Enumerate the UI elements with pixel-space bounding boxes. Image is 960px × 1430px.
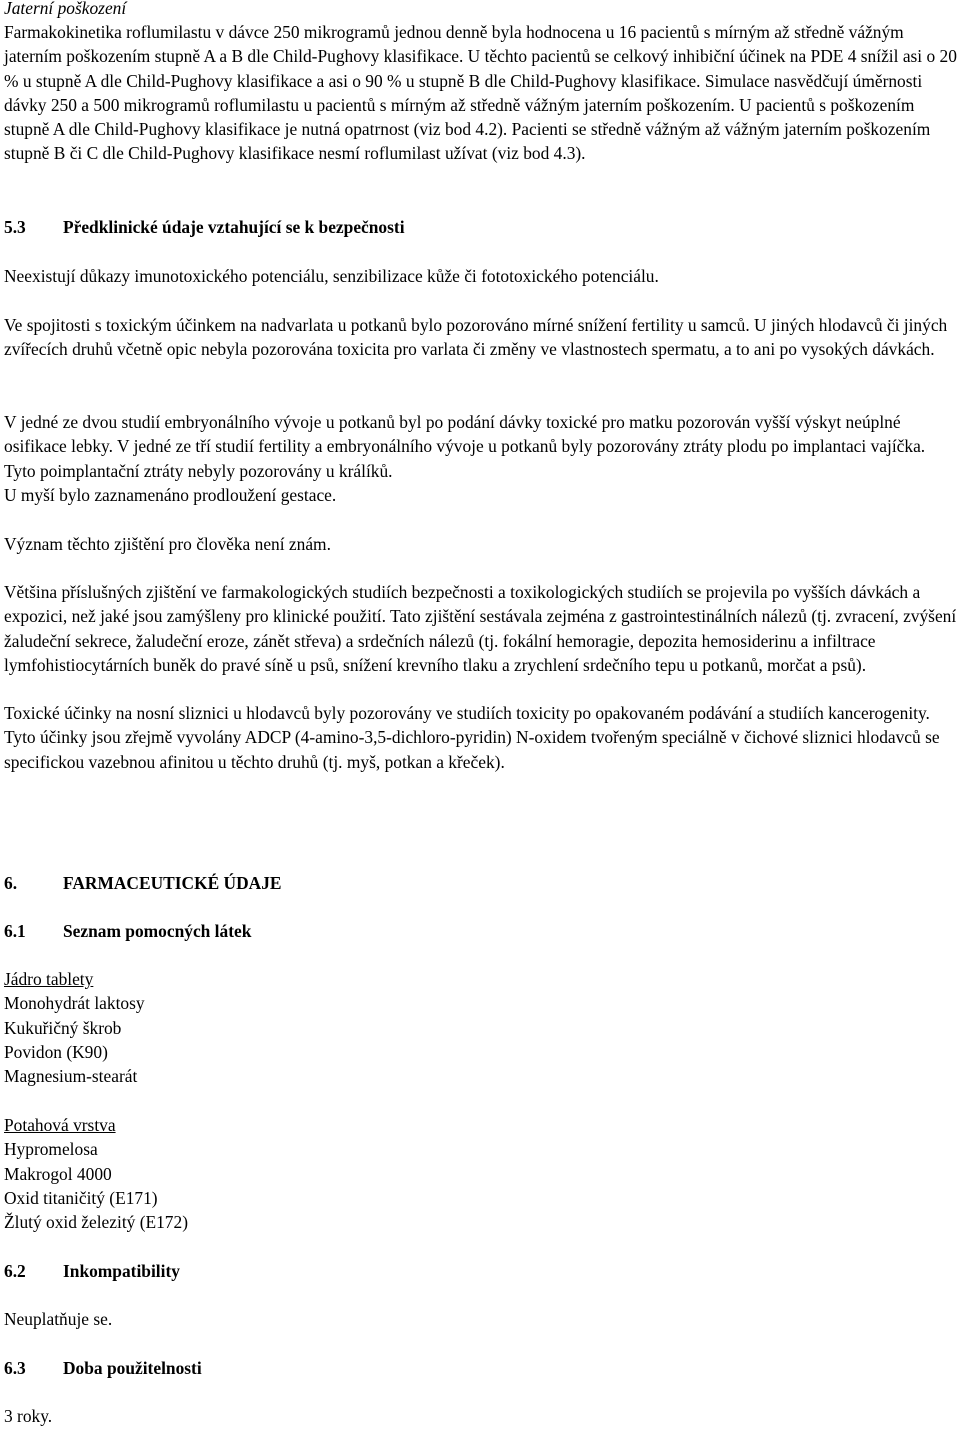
excipient-item: Povidon (K90) bbox=[4, 1041, 108, 1062]
section-5-3-heading bbox=[4, 215, 405, 239]
tablet-core-heading: Jádro tablety bbox=[4, 969, 94, 989]
section-number: 6. bbox=[4, 873, 18, 893]
section-number: 6.3 bbox=[4, 1358, 26, 1378]
s53-paragraph-1: Neexistují důkazy imunotoxického potenciálu, senzibilizace kůže či fototoxického potenciálu. bbox=[4, 266, 659, 286]
s53-paragraph-3b: U myší bylo zaznamenáno prodloužení gestace. bbox=[4, 485, 337, 505]
excipient-item: Kukuřičný škrob bbox=[4, 1017, 122, 1038]
hepatic-heading: Jaterní poškození bbox=[4, 0, 127, 18]
s53-paragraph-2: Ve spojitosti s toxickým účinkem na nadvarlata u potkanů bylo pozorováno mírné snížení fertility u samců. U jiných hlodavců či jiných zvířecích druhů včetně opic nebyla pozorována toxicita pro varlata či změny ve vlastnostech spermatu, a to ani po vysokých dávkách. bbox=[4, 315, 948, 360]
section-6-1-heading bbox=[4, 919, 251, 943]
film-coating-heading: Potahová vrstva bbox=[4, 1115, 116, 1135]
excipient-item: Žlutý oxid železitý (E172) bbox=[4, 1212, 188, 1233]
tablet-core-list bbox=[4, 967, 958, 1088]
excipient-item: Oxid titaničitý (E171) bbox=[4, 1187, 158, 1208]
section-number: 6.2 bbox=[4, 1261, 26, 1281]
section-title: Seznam pomocných látek bbox=[63, 921, 252, 941]
hepatic-paragraph: Farmakokinetika roflumilastu v dávce 250 mikrogramů jednou denně byla hodnocena u 16 pacientů s mírným až středně vážným jaterním poškozením stupně A a B dle Child-Pughovy klasifikace. U těchto pacientů se celkový inhibiční účinek na PDE 4 snížil asi o 20 % u stupně A dle Child-Pughovy klasifikace a asi o 90 % u stupně B dle Child-Pughovy klasifikace. Simulace nasvědčují úměrnosti dávky 250 a 500 mikrogramů roflumilastu u pacientů s mírným až středně vážným jaterním poškozením. U pacientů s poškozením stupně A dle Child-Pughovy klasifikace je nutná opatrnost (viz bod 4.2). Pacienti se středně vážným až vážným jaterním poškozením stupně B či C dle Child-Pughovy klasifikace nesmí roflumilast užívat (viz bod 4.3). bbox=[4, 22, 957, 164]
s53-paragraph-5: Většina příslušných zjištění ve farmakologických studiích bezpečnosti a toxikologických studiích se projevila po vyšších dávkách a expozici, než jaké jsou zamýšleny pro klinické použití. Tato zjištění sestávala zejména z gastrointestinálních nálezů (tj. zvracení, zvýšení žaludeční sekrece, žaludeční eroze, zánět střeva) a srdečních nálezů (tj. fokální hemoragie, depozita hemosiderinu a infiltrace lymfohistiocytárních buněk do pravé síně u psů, snížení krevního tlaku a zrychlení srdečního tepu u potkanů, morčat a psů). bbox=[4, 582, 957, 675]
section-title: Předklinické údaje vztahující se k bezpečnosti bbox=[63, 217, 405, 237]
section-6-3-heading bbox=[4, 1356, 202, 1380]
excipient-item: Hypromelosa bbox=[4, 1139, 98, 1160]
section-title: FARMACEUTICKÉ ÚDAJE bbox=[63, 873, 282, 893]
s63-text: 3 roky. bbox=[4, 1406, 53, 1426]
excipient-item: Makrogol 4000 bbox=[4, 1163, 112, 1184]
section-title: Doba použitelnosti bbox=[63, 1358, 202, 1378]
s53-paragraph-6: Toxické účinky na nosní sliznici u hlodavců byly pozorovány ve studiích toxicity po opakovaném podávání a studiích kancerogenity. Tyto účinky jsou zřejmě vyvolány ADCP (4-amino-3,5-dichloro-pyridin) N-oxidem tvořeným speciálně v čichové sliznici hlodavců se specifickou vazebnou afinitou u těchto druhů (tj. myš, potkan a křeček). bbox=[4, 703, 940, 772]
s53-paragraph-3: V jedné ze dvou studií embryonálního vývoje u potkanů byl po podání dávky toxické pro matku pozorován vyšší výskyt neúplné osifikace lebky. V jedné ze tří studií fertility a embryonálního vývoje u potkanů byly pozorovány ztráty plodu po implantaci vajíčka. Tyto poimplantační ztráty nebyly pozorovány u králíků. bbox=[4, 412, 926, 481]
section-title: Inkompatibility bbox=[63, 1261, 180, 1281]
film-coating-list bbox=[4, 1113, 958, 1234]
s62-text: Neuplatňuje se. bbox=[4, 1309, 113, 1329]
excipient-item: Monohydrát laktosy bbox=[4, 993, 145, 1014]
section-6-heading bbox=[4, 871, 282, 895]
section-6-2-heading bbox=[4, 1259, 180, 1283]
excipient-item: Magnesium-stearát bbox=[4, 1066, 138, 1087]
section-number: 6.1 bbox=[4, 921, 26, 941]
section-number: 5.3 bbox=[4, 217, 26, 237]
s53-paragraph-4: Význam těchto zjištění pro člověka není znám. bbox=[4, 534, 331, 554]
